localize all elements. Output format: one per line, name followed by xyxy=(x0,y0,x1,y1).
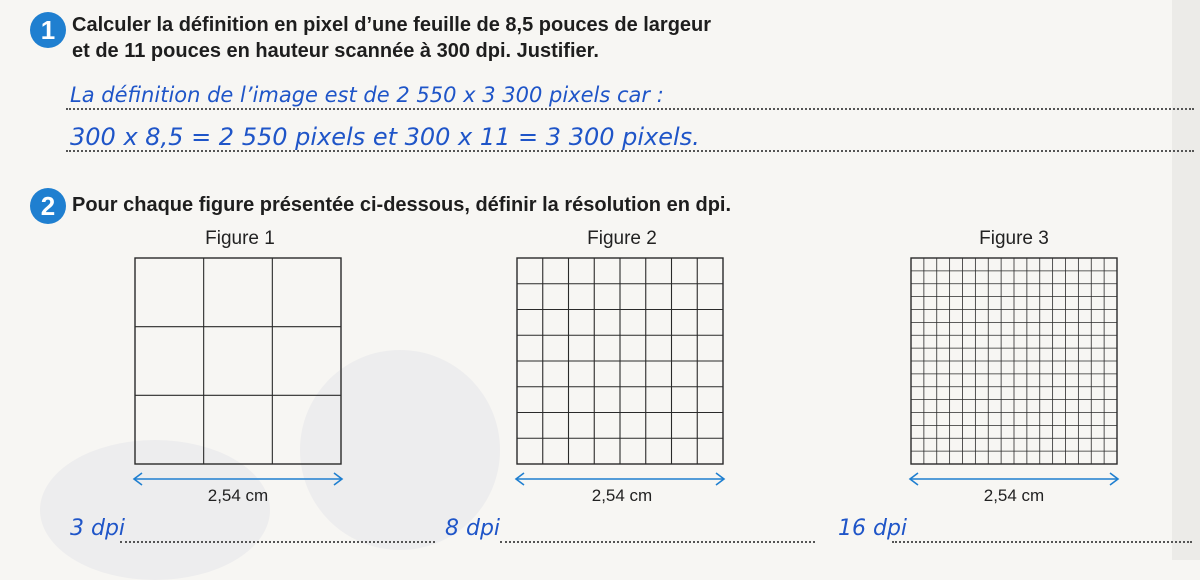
answer-1-line-2: 300 x 8,5 = 2 550 pixels et 300 x 11 = 3 300 pixels. xyxy=(70,123,700,151)
question-1-line-2: et de 11 pouces en hauteur scannée à 300 dpi. Justifier. xyxy=(72,40,599,62)
figure-2-answer-dotted-line xyxy=(500,541,815,543)
figure-3-answer-dotted-line xyxy=(892,541,1192,543)
figure-2-answer: 8 dpi xyxy=(445,516,501,541)
figure-1-grid xyxy=(134,257,342,465)
answer-1-dotted-line-2 xyxy=(66,150,1194,152)
answer-1-line-1: La définition de l’image est de 2 550 x 3 300 pixels car : xyxy=(70,83,664,107)
figure-3-grid xyxy=(910,257,1118,465)
question-2-text: Pour chaque figure présentée ci-dessous, définir la résolution en dpi. xyxy=(72,194,732,216)
figure-1-dimension: 2,54 cm xyxy=(207,486,269,505)
question-1-text xyxy=(72,12,711,64)
question-2-number: 2 xyxy=(30,188,66,224)
figure-1-answer-dotted-line xyxy=(120,541,435,543)
figure-2-dimension: 2,54 cm xyxy=(591,486,653,505)
answer-1-dotted-line-1 xyxy=(66,108,1194,110)
figure-1-answer: 3 dpi xyxy=(70,516,126,541)
figure-2-title: Figure 2 xyxy=(587,228,657,249)
figure-3-title: Figure 3 xyxy=(979,228,1049,249)
figure-2-grid xyxy=(516,257,724,465)
question-1-line-1: Calculer la définition en pixel d’une feuille de 8,5 pouces de largeur xyxy=(72,14,712,36)
grid-border xyxy=(135,258,341,464)
page-right-edge xyxy=(1172,0,1200,560)
figure-1-title: Figure 1 xyxy=(205,228,275,249)
figure-3-dimension: 2,54 cm xyxy=(983,486,1045,505)
figure-3-answer: 16 dpi xyxy=(838,516,908,541)
question-1-number: 1 xyxy=(30,12,66,48)
